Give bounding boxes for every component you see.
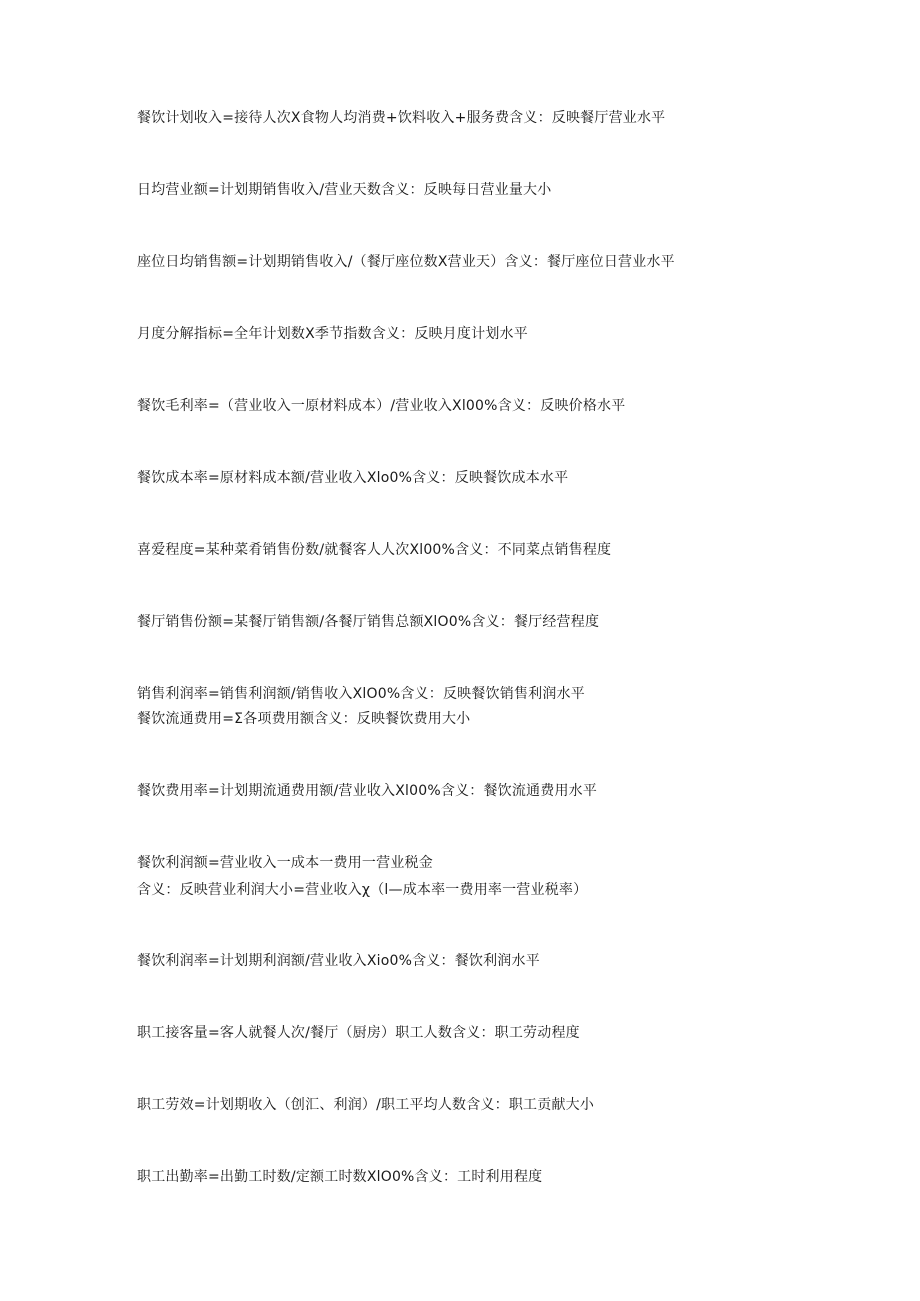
formula-line-profit-meaning: 含义：反映营业利润大小=营业收入χ（l—成本率一费用率一营业税率） — [137, 882, 588, 898]
formula-line-sales-share: 餐厅销售份额=某餐厅销售额/各餐厅销售总额XlO0%含义：餐厅经营程度 — [137, 614, 600, 630]
formula-line-gross-margin: 餐饮毛利率=（营业收入一原材料成本）/营业收入Xl00%含义：反映价格水平 — [137, 398, 626, 414]
formula-line-planned-revenue: 餐饮计划收入=接待人次X食物人均消费+饮料收入+服务费含义：反映餐厅营业水平 — [137, 110, 666, 126]
formula-line-staff-efficiency: 职工劳效=计划期收入（创汇、利润）/职工平均人数含义：职工贡献大小 — [137, 1097, 595, 1113]
formula-line-popularity: 喜爱程度=某种菜肴销售份数/就餐客人人次Xl00%含义：不同菜点销售程度 — [137, 542, 612, 558]
formula-line-seat-daily-sales: 座位日均销售额=计划期销售收入/（餐厅座位数X营业天）含义：餐厅座位日营业水平 — [137, 254, 675, 270]
formula-line-attendance-rate: 职工出勤率=出勤工时数/定额工时数XlO0%含义：工时利用程度 — [137, 1169, 543, 1185]
formula-line-profit-amount: 餐饮利润额=营业收入一成本一费用一营业税金 — [137, 855, 433, 871]
formula-line-profit-rate: 餐饮利润率=计划期利润额/营业收入Xio0%含义：餐饮利润水平 — [137, 953, 540, 969]
formula-line-daily-revenue: 日均营业额=计划期销售收入/营业天数含义：反映每日营业量大小 — [137, 182, 552, 198]
formula-line-monthly-target: 月度分解指标=全年计划数X季节指数含义：反映月度计划水平 — [137, 326, 528, 342]
formula-line-expense-rate: 餐饮费用率=计划期流通费用额/营业收入Xl00%含义：餐饮流通费用水平 — [137, 783, 598, 799]
formula-line-cost-rate: 餐饮成本率=原材料成本额/营业收入Xlo0%含义：反映餐饮成本水平 — [137, 470, 569, 486]
formula-line-guests-per-staff: 职工接客量=客人就餐人次/餐厅（厨房）职工人数含义：职工劳动程度 — [137, 1025, 580, 1041]
formula-line-circulation-cost: 餐饮流通费用=Σ各项费用额含义：反映餐饮费用大小 — [137, 711, 471, 727]
formula-line-sales-profit-rate: 销售利润率=销售利润额/销售收入XlO0%含义：反映餐饮销售利润水平 — [137, 686, 585, 702]
